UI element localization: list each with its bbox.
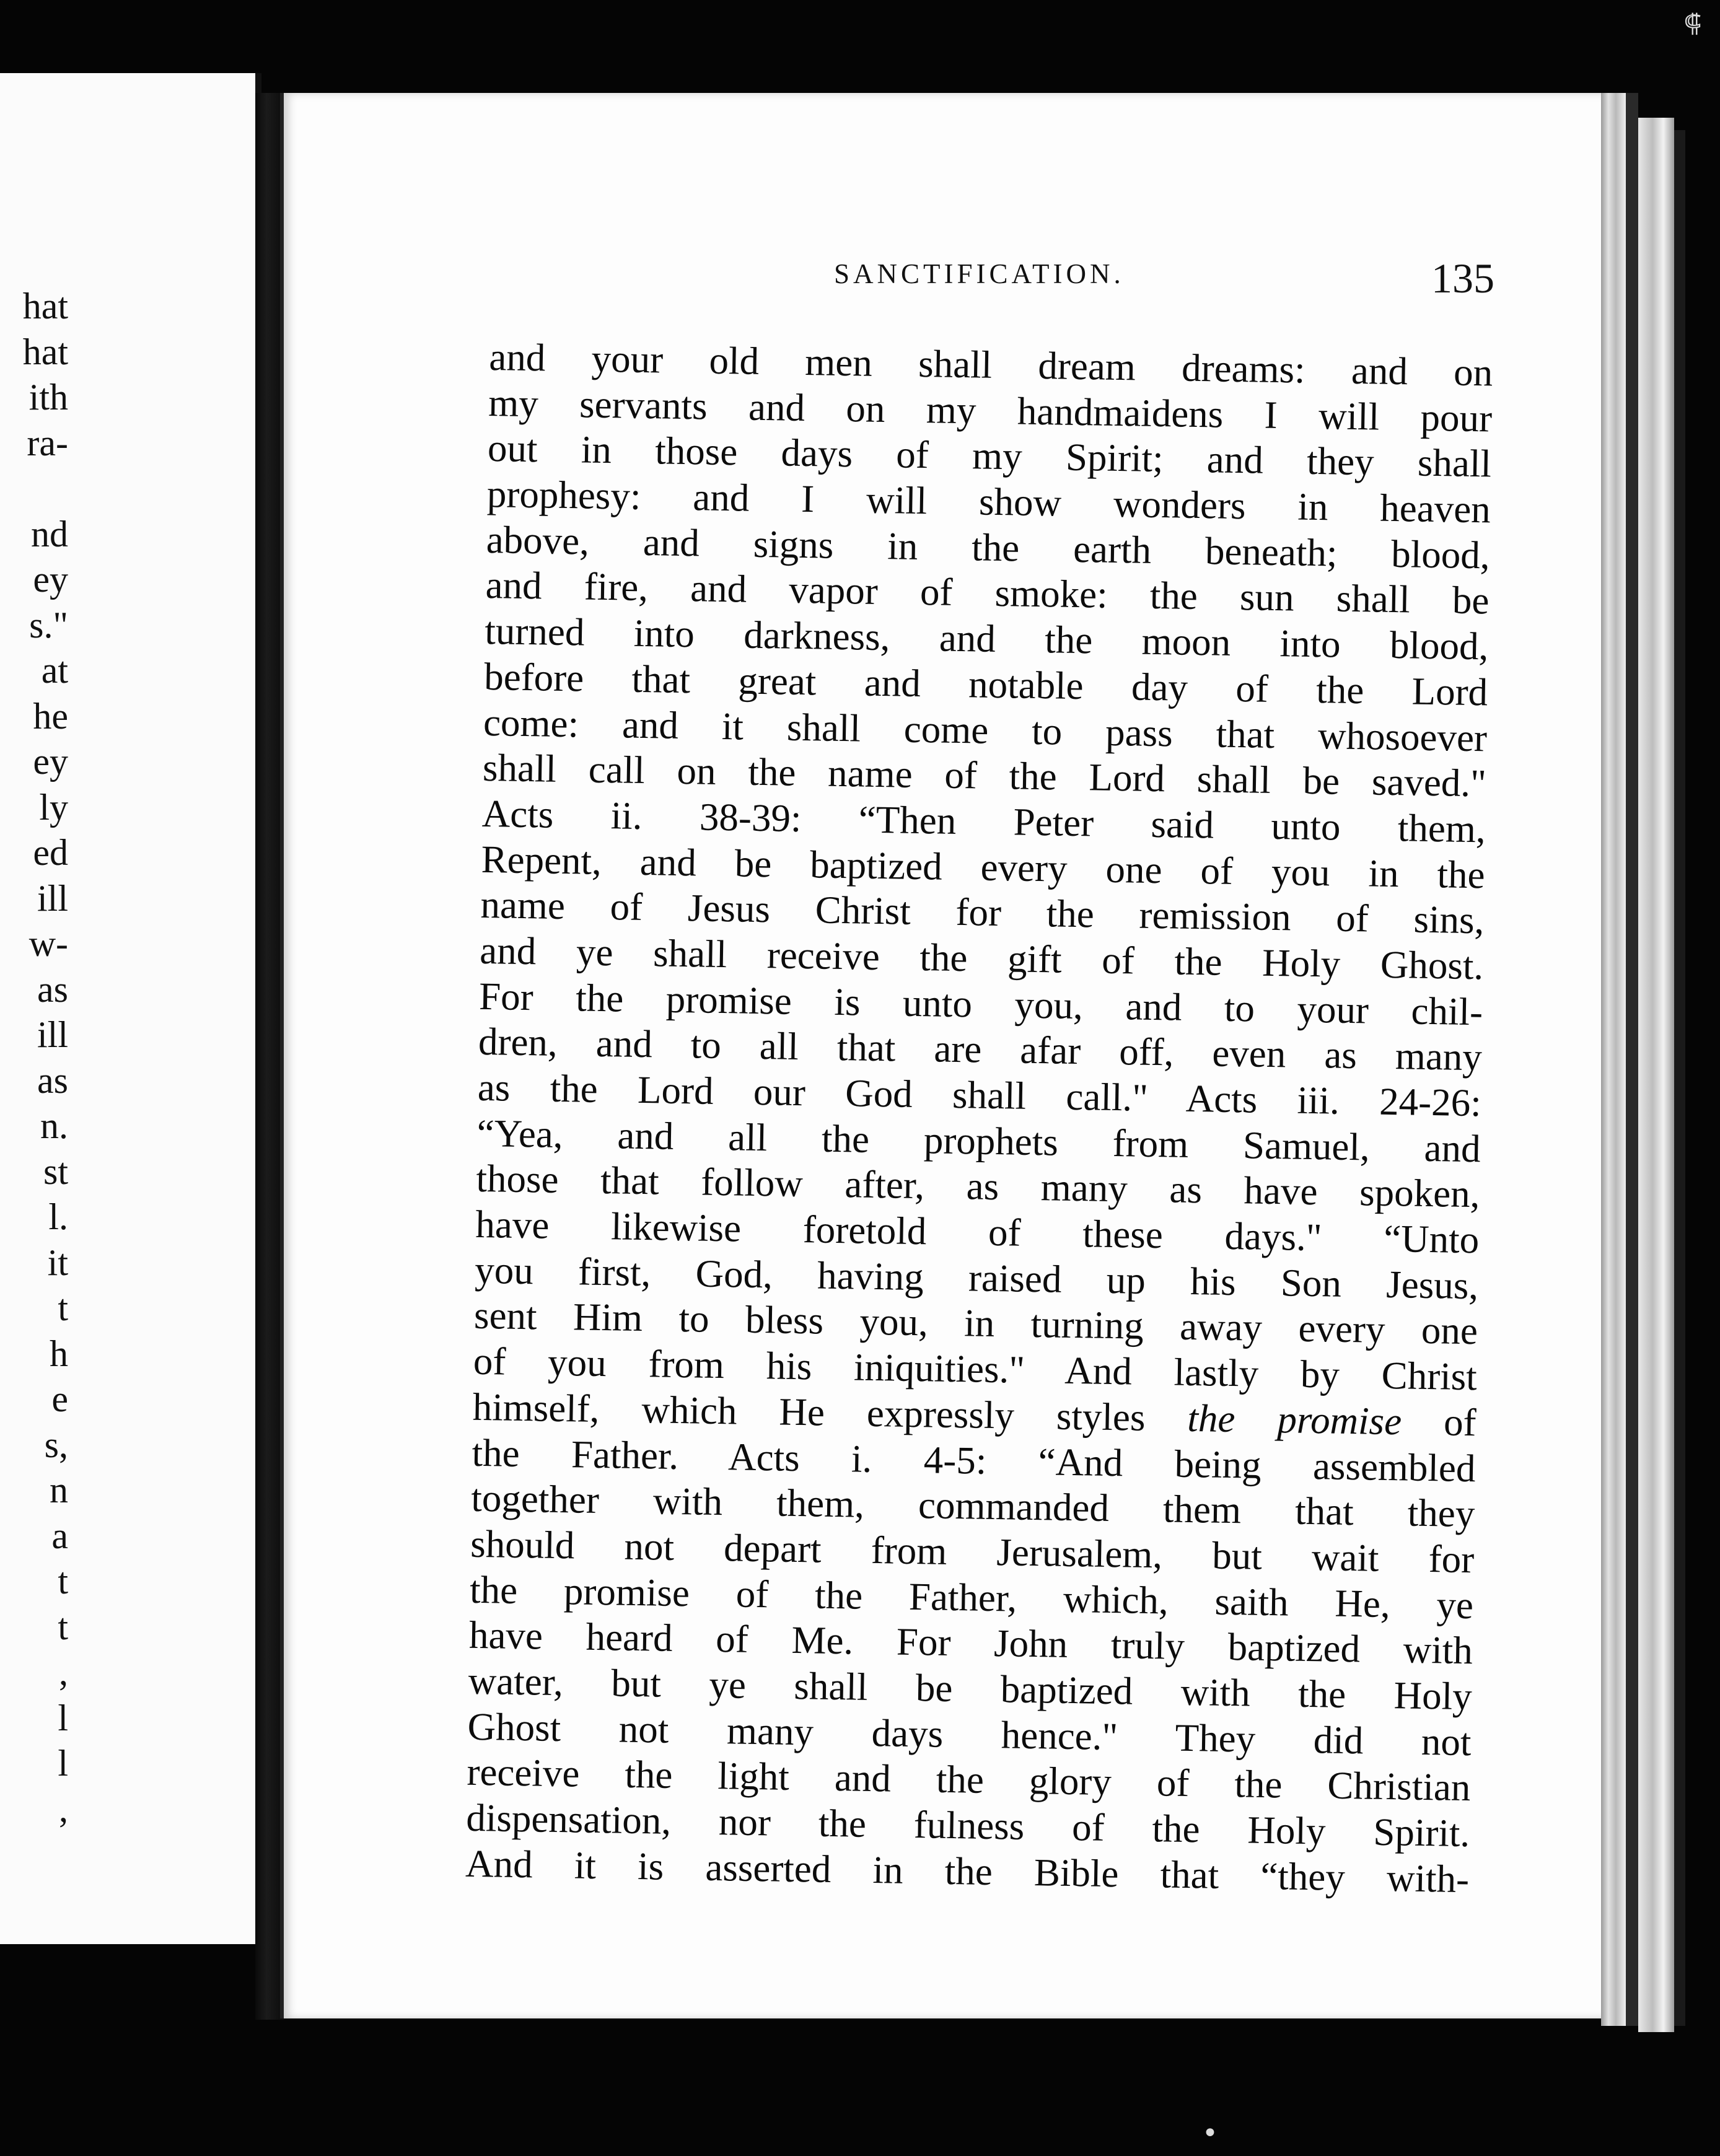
page-number: 135 <box>1431 255 1494 302</box>
scan-artifact-dot: • <box>1202 2118 1218 2149</box>
text-line: have heard of Me. For John truly baptized with <box>468 1613 1473 1673</box>
text-line: the promise of the Father, which, saith He, ye <box>469 1567 1474 1627</box>
previous-page-line-fragment: n. <box>40 1105 68 1146</box>
previous-page-line-fragment: as <box>37 1059 68 1101</box>
page-stack-edge <box>1601 93 1626 2026</box>
text-line: turned into darkness, and the moon into blood, <box>484 609 1489 668</box>
previous-page-line-fragment: nd <box>31 513 68 554</box>
running-head: SANCTIFICATION. <box>834 258 1125 289</box>
previous-page-line-fragment: hat <box>22 331 68 372</box>
previous-page-line-fragment: ed <box>33 832 68 873</box>
text-line: prophesy: and I will show wonders in heaven <box>486 472 1491 532</box>
previous-page-line-fragment: at <box>41 650 68 691</box>
text-line: those that follow after, as many as have spoken, <box>476 1157 1480 1216</box>
page-stack-edge-outer <box>1638 118 1674 2032</box>
text-line: as the Lord our God shall call." Acts iii. 24-26: <box>477 1065 1482 1125</box>
text-line: Repent, and be baptized every one of you in the <box>481 837 1486 896</box>
scan-artifact-mark: ⸿ <box>1683 9 1701 38</box>
text-line: above, and signs in the earth beneath; blood, <box>486 517 1491 577</box>
text-line: of you from his iniquities." And lastly by Christ <box>473 1339 1478 1399</box>
previous-page-fragment <box>0 73 261 1944</box>
previous-page-line-fragment: as <box>37 968 68 1010</box>
previous-page-line-fragment: t <box>58 1561 68 1602</box>
italic-emphasis: the promise <box>1187 1396 1402 1444</box>
text-line: have likewise foretold of these days." “Unto <box>475 1202 1480 1262</box>
previous-page-line-fragment: ey <box>33 559 68 600</box>
previous-page-line-fragment: ey <box>33 741 68 782</box>
previous-page-line-fragment: , <box>59 1652 68 1693</box>
text-segment: of <box>1401 1400 1477 1445</box>
text-line: out in those days of my Spirit; and they shall <box>487 426 1492 486</box>
previous-page-line-fragment: it <box>47 1242 68 1283</box>
body-text <box>465 335 1493 1903</box>
previous-page-line-fragment: l <box>58 1743 68 1784</box>
text-line: dren, and to all that are afar off, even as many <box>478 1020 1483 1079</box>
previous-page-line-fragment: a <box>51 1515 68 1556</box>
text-line: And it is asserted in the Bible that “they with- <box>465 1841 1470 1901</box>
text-line: Ghost not many days hence." They did not <box>467 1704 1472 1764</box>
previous-page-line-fragment: , <box>59 1788 68 1830</box>
text-line: and fire, and vapor of smoke: the sun shall be <box>485 563 1490 623</box>
previous-page-line-fragment: w- <box>29 923 68 964</box>
previous-page-line-fragment: he <box>33 695 68 737</box>
text-line: come: and it shall come to pass that whosoever <box>483 700 1488 760</box>
previous-page-line-fragment: ith <box>29 377 68 418</box>
previous-page-text-edge <box>0 284 68 1832</box>
text-line: and your old men shall dream dreams: and on <box>488 335 1493 395</box>
text-line: my servants and on my handmaidens I will pour <box>488 380 1493 440</box>
previous-page-line-fragment: e <box>51 1378 68 1419</box>
previous-page-line-fragment: ly <box>39 786 68 828</box>
previous-page-line-fragment: ill <box>37 877 68 919</box>
text-line: water, but ye shall be baptized with the Holy <box>468 1659 1473 1719</box>
text-line: sent Him to bless you, in turning away every one <box>473 1294 1478 1353</box>
page-stack-shadow <box>1626 93 1638 2026</box>
previous-page-line-fragment: h <box>50 1333 68 1374</box>
previous-page-line-fragment: ill <box>37 1014 68 1055</box>
previous-page-line-fragment: st <box>43 1150 68 1192</box>
text-line: For the promise is unto you, and to your chil- <box>478 974 1483 1033</box>
text-line: “Yea, and all the prophets from Samuel, and <box>476 1111 1481 1170</box>
previous-page-line-fragment: s." <box>29 604 68 646</box>
previous-page-line-fragment: s, <box>44 1424 68 1465</box>
text-line: together with them, commanded them that they <box>470 1476 1475 1536</box>
previous-page-line-fragment <box>0 466 68 512</box>
book-cover-edge <box>1674 130 1685 2026</box>
text-line: the Father. Acts i. 4-5: “And being assembled <box>472 1431 1476 1490</box>
text-line: dispensation, nor the fulness of the Holy Spirit. <box>465 1795 1470 1856</box>
previous-page-line-fragment: t <box>58 1606 68 1647</box>
text-line: before that great and notable day of the Lord <box>483 654 1488 714</box>
previous-page-line-fragment: l. <box>48 1196 68 1237</box>
text-segment: himself, which He expressly styles <box>472 1385 1188 1440</box>
text-line: name of Jesus Christ for the remission of sins, <box>480 883 1485 942</box>
previous-page-line-fragment: n <box>50 1470 68 1510</box>
text-line: and ye shall receive the gift of the Holy Ghost. <box>479 928 1484 988</box>
previous-page-line-fragment: hat <box>22 286 68 326</box>
text-line: Acts ii. 38-39: “Then Peter said unto them, <box>481 791 1486 851</box>
text-line: should not depart from Jerusalem, but wait for <box>470 1522 1475 1582</box>
previous-page-line-fragment: ra- <box>27 422 68 463</box>
text-line: you first, God, having raised up his Son Jesus, <box>474 1248 1479 1308</box>
text-line: receive the light and the glory of the Christian <box>467 1750 1471 1810</box>
text-line: shall call on the name of the Lord shall be saved." <box>482 746 1487 805</box>
previous-page-line-fragment: t <box>58 1287 68 1328</box>
previous-page-line-fragment: l <box>58 1697 68 1738</box>
